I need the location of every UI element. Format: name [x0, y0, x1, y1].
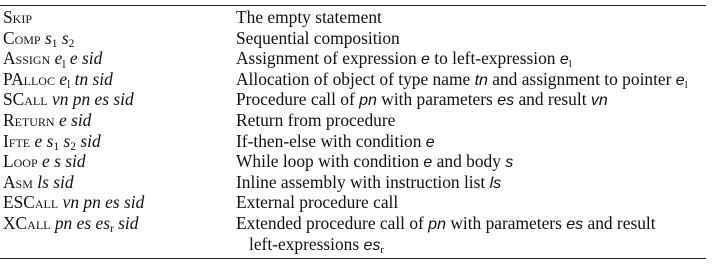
argument: sid — [80, 130, 101, 151]
constructor-name: Comp — [3, 27, 41, 48]
argument: e — [69, 48, 78, 69]
table-row — [0, 28, 706, 49]
argument — [63, 131, 76, 151]
variable-name: e — [559, 51, 569, 69]
description-text: to left-expression — [429, 48, 560, 69]
bottom-rule — [0, 258, 706, 259]
description-cell — [236, 131, 706, 152]
description-variable — [559, 51, 572, 71]
argument: sid — [92, 68, 113, 89]
description-variable — [363, 237, 383, 254]
argument: sid — [123, 192, 145, 213]
constructor-name: Ifte — [3, 130, 31, 151]
description-variable: e — [421, 51, 430, 69]
constructor-cell — [0, 48, 236, 69]
description-text: External procedure call — [236, 192, 399, 213]
argument-subscript: l — [62, 58, 66, 71]
table-row — [0, 7, 706, 28]
description-text: Extended procedure call of — [236, 212, 429, 233]
argument: sid — [118, 212, 139, 233]
constructor-name: Skip — [3, 7, 33, 27]
constructor-name: ESCall — [3, 192, 59, 213]
argument: sid — [65, 151, 86, 172]
argument-name: s — [44, 27, 52, 48]
description-cell — [236, 192, 706, 213]
constructor-name: SCall — [3, 89, 48, 110]
constructor-cell — [0, 131, 236, 152]
description-variable: e — [423, 154, 433, 172]
argument — [95, 212, 114, 236]
argument: sid — [53, 171, 74, 192]
argument-subscript: 2 — [68, 38, 75, 51]
description-text: The empty statement — [236, 7, 382, 27]
table-row — [0, 69, 706, 90]
argument: sid — [81, 48, 103, 69]
description-text: with parameters — [376, 89, 498, 110]
argument: vn — [51, 89, 69, 110]
argument — [44, 27, 58, 51]
argument: es — [76, 212, 92, 233]
description-cell — [236, 110, 706, 131]
argument: sid — [71, 109, 92, 130]
table-row — [0, 172, 706, 193]
description-variable: pn — [428, 215, 446, 233]
description-cell — [236, 7, 706, 28]
argument-name: e — [54, 48, 63, 69]
description-text: and result — [583, 212, 656, 233]
constructor-cell — [0, 7, 236, 28]
argument-subscript: 2 — [70, 141, 76, 153]
constructor-cell — [0, 213, 236, 254]
description-cell — [236, 48, 706, 69]
constructor-name: Loop — [3, 151, 38, 172]
description-text: with parameters — [445, 212, 567, 233]
variable-name: es — [363, 236, 381, 254]
constructor-name: Return — [3, 109, 55, 130]
description-variable — [676, 72, 688, 89]
argument: pn — [72, 89, 91, 110]
description-variable: ls — [489, 174, 502, 192]
constructor-name: PAlloc — [3, 68, 55, 89]
argument: tn — [74, 68, 89, 89]
table-row — [0, 131, 706, 152]
constructor-name: Asm — [3, 171, 33, 192]
description-line — [236, 213, 706, 234]
description-text: Inline assembly with instruction list — [236, 171, 490, 192]
description-text: Assignment of expression — [236, 48, 421, 69]
description-variable: e — [425, 133, 435, 151]
argument-subscript: 1 — [53, 141, 60, 153]
argument-name: e — [59, 68, 68, 89]
constructor-name: XCall — [3, 212, 51, 233]
description-text: and assignment to pointer — [487, 68, 676, 89]
argument: sid — [113, 89, 134, 110]
description-cell — [236, 213, 706, 254]
argument-subscript: l — [67, 79, 71, 92]
argument-name: s — [46, 130, 54, 151]
description-variable: vn — [590, 92, 608, 110]
description-variable: tn — [474, 71, 488, 89]
constructor-cell — [0, 151, 236, 172]
argument — [59, 68, 71, 92]
description-text: Sequential composition — [236, 27, 400, 48]
description-variable: es — [566, 215, 584, 233]
variable-subscript: l — [568, 59, 572, 71]
statement-table — [0, 5, 706, 259]
table-row — [0, 151, 706, 172]
argument-subscript: r — [109, 223, 114, 236]
table-row — [0, 110, 706, 131]
constructor-cell — [0, 69, 236, 90]
description-cell — [236, 89, 706, 110]
argument: e — [42, 151, 50, 172]
description-text: Return from procedure — [236, 109, 396, 130]
table-body — [0, 6, 706, 258]
argument: vn — [62, 192, 80, 213]
description-cell — [236, 172, 706, 193]
constructor-cell — [0, 110, 236, 131]
description-text: If-then-else with condition — [236, 130, 426, 151]
description-text: and body — [432, 151, 506, 172]
variable-subscript: l — [684, 79, 688, 91]
table-row — [0, 89, 706, 110]
argument: es — [105, 192, 120, 213]
table-row — [0, 213, 706, 254]
description-cell — [236, 151, 706, 172]
argument: e — [58, 109, 67, 130]
argument: ls — [37, 171, 49, 192]
table-row — [0, 192, 706, 213]
argument — [61, 27, 75, 51]
description-text: and result — [514, 89, 591, 110]
description-line — [236, 234, 706, 255]
constructor-name: Assign — [3, 48, 51, 69]
description-text: Procedure call of — [236, 89, 360, 110]
argument-name: s — [61, 27, 69, 48]
argument: pn — [54, 212, 73, 233]
argument: es — [94, 89, 109, 110]
argument — [47, 131, 60, 151]
constructor-cell — [0, 89, 236, 110]
argument: s — [54, 151, 61, 172]
argument: e — [34, 130, 43, 151]
description-variable: s — [505, 154, 514, 172]
table-row — [0, 48, 706, 69]
description-text: Allocation of object of type name — [236, 68, 475, 89]
argument: pn — [83, 192, 101, 213]
description-variable: pn — [359, 92, 377, 110]
variable-name: e — [675, 71, 685, 89]
description-variable: es — [497, 92, 515, 110]
argument-name: es — [95, 212, 110, 233]
argument — [54, 48, 66, 71]
variable-subscript: r — [380, 244, 384, 256]
description-cell — [236, 69, 706, 90]
description-cell — [236, 28, 706, 49]
constructor-cell — [0, 192, 236, 213]
constructor-cell — [0, 28, 236, 49]
argument-name: s — [63, 130, 71, 151]
description-text: left-expressions — [249, 233, 364, 254]
description-text: While loop with condition — [236, 151, 424, 172]
argument-subscript: 1 — [51, 38, 58, 51]
constructor-cell — [0, 172, 236, 193]
